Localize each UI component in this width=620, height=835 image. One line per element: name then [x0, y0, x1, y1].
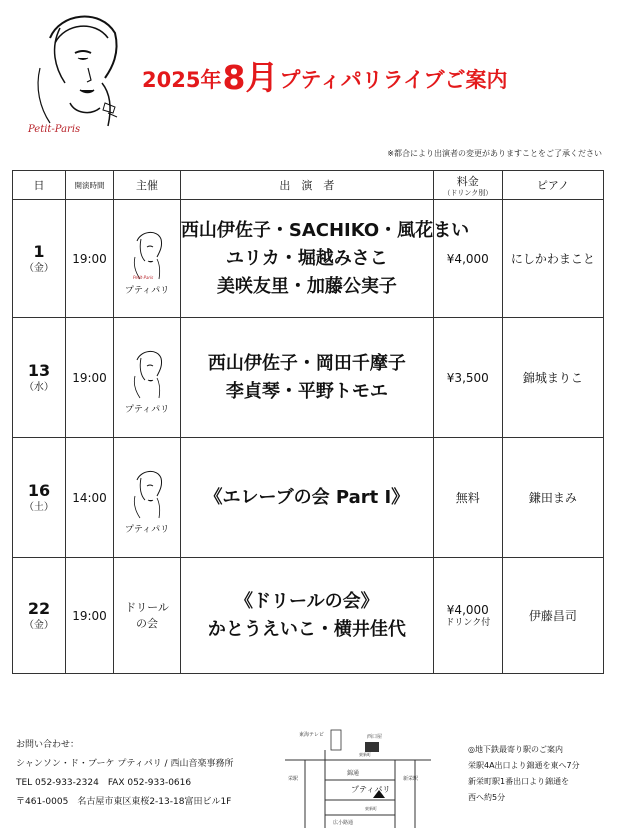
day-cell [13, 318, 66, 438]
performer-line: 美咲友里・加藤公実子 [216, 275, 397, 297]
access-line: 栄駅4A出口より錦通を東へ7分 [468, 761, 580, 770]
time-cell: 19:00 [65, 200, 113, 318]
access-map [285, 720, 431, 828]
day-cell [13, 438, 66, 558]
page-title [142, 50, 507, 97]
day-cell [13, 200, 66, 318]
host-cell [114, 318, 181, 438]
day-of-week: （土） [23, 501, 54, 513]
map-label: プティパリ [351, 785, 391, 794]
performer-line: ユリカ・堀越みさこ [225, 247, 388, 269]
access-line: ◎地下鉄最寄り駅のご案内 [468, 745, 563, 754]
schedule-table [12, 170, 604, 674]
day-of-week: （金） [23, 619, 54, 631]
day-number: 1 [33, 241, 45, 261]
title-year: 2025年 [142, 68, 222, 92]
header-host: 主催 [114, 171, 181, 200]
fee-cell: ¥4,000 [433, 200, 502, 318]
title-text: プティパリライブご案内 [279, 68, 508, 92]
table-row [13, 558, 604, 674]
fee-cell: 無料 [433, 438, 502, 558]
access-line: 新栄町駅1番出口より錦通を [468, 777, 570, 786]
host-cell [114, 438, 181, 558]
host-label: プティパリ [124, 525, 170, 535]
time-cell: 14:00 [65, 438, 113, 558]
singer-portrait-icon [20, 8, 128, 132]
day-number: 13 [27, 360, 51, 380]
performers-cell [180, 558, 433, 674]
map-label: 錦通 [347, 770, 360, 777]
petit-paris-small-logo-icon [129, 468, 165, 520]
performer-line: 《ドリールの会》 [235, 590, 379, 612]
performers-cell [180, 318, 433, 438]
header-fee-label: 料金 [456, 175, 479, 188]
map-label: 東新町 [365, 806, 377, 811]
performer-line: 李貞琴・平野トモエ [225, 380, 388, 402]
host-label: プティパリ [124, 286, 170, 296]
map-label: 栄駅 [288, 776, 299, 782]
performer-line: 西山伊佐子・岡田千摩子 [207, 352, 406, 374]
host-label: プティパリ [124, 405, 170, 415]
table-row [13, 438, 604, 558]
header-fee-sub: （ドリンク別） [443, 189, 493, 197]
day-number: 22 [27, 598, 51, 618]
performer-line: 西山伊佐子・SACHIKO・風花まい [180, 219, 470, 241]
header-performers: 出 演 者 [180, 171, 433, 200]
piano-cell: 伊藤昌司 [502, 558, 603, 674]
day-cell [13, 558, 66, 674]
performers-cell [180, 438, 433, 558]
map-label: 東海テレビ [299, 732, 324, 738]
header-time [65, 171, 113, 200]
piano-cell: 錦城まりこ [502, 318, 603, 438]
day-of-week: （水） [23, 381, 54, 393]
access-line: 西へ約5分 [468, 793, 506, 802]
access-info [468, 742, 580, 806]
map-label: 西口屋 [367, 734, 383, 740]
contact-address: 〒461-0005 名古屋市東区東桜2-13-18富田ビル1F [16, 797, 232, 807]
fee-sub: ドリンク付 [445, 617, 491, 628]
time-cell: 19:00 [65, 558, 113, 674]
host-cell [114, 200, 181, 318]
performer-line: 《エレーブの会 Part Ⅰ》 [204, 486, 410, 508]
header-day: 日 [13, 171, 66, 200]
piano-cell: 鎌田まみ [502, 438, 603, 558]
contact-tel: TEL 052-933-2324 FAX 052-933-0616 [16, 778, 192, 788]
day-of-week: （金） [23, 262, 54, 274]
piano-cell: にしかわまこと [502, 200, 603, 318]
svg-text:Petit-Paris: Petit-Paris [133, 275, 154, 280]
contact-info [16, 736, 233, 812]
header-time-label: 開演時間 [74, 180, 105, 190]
header-fee [433, 171, 502, 200]
logo-wordmark: Petit-Paris [28, 124, 81, 135]
host-label: ドリール の会 [125, 600, 169, 630]
contact-heading: お問い合わせ： [16, 740, 80, 750]
petit-paris-small-logo-icon [129, 348, 165, 400]
petit-paris-small-logo-icon [129, 229, 165, 281]
table-row [13, 318, 604, 438]
time-cell: 19:00 [65, 318, 113, 438]
map-label: 東新町 [359, 752, 371, 757]
performer-line: かとうえいこ・横井佳代 [207, 618, 406, 640]
day-number: 16 [27, 480, 51, 500]
table-row [13, 200, 604, 318]
title-month: 8月 [222, 58, 279, 97]
map-label: 広小路通 [333, 820, 354, 826]
change-notice: ※都合により出演者の変更がありますことをご了承ください [387, 149, 602, 158]
fee-value: ¥4,000 [446, 602, 489, 617]
map-label: 新栄駅 [403, 776, 419, 782]
fee-cell [433, 558, 502, 674]
header-piano: ピアノ [502, 171, 603, 200]
contact-org: シャンソン・ド・ブーケ プティパリ / 西山音楽事務所 [16, 759, 234, 769]
host-cell [114, 558, 181, 674]
fee-cell: ¥3,500 [433, 318, 502, 438]
table-header-row [13, 171, 604, 200]
